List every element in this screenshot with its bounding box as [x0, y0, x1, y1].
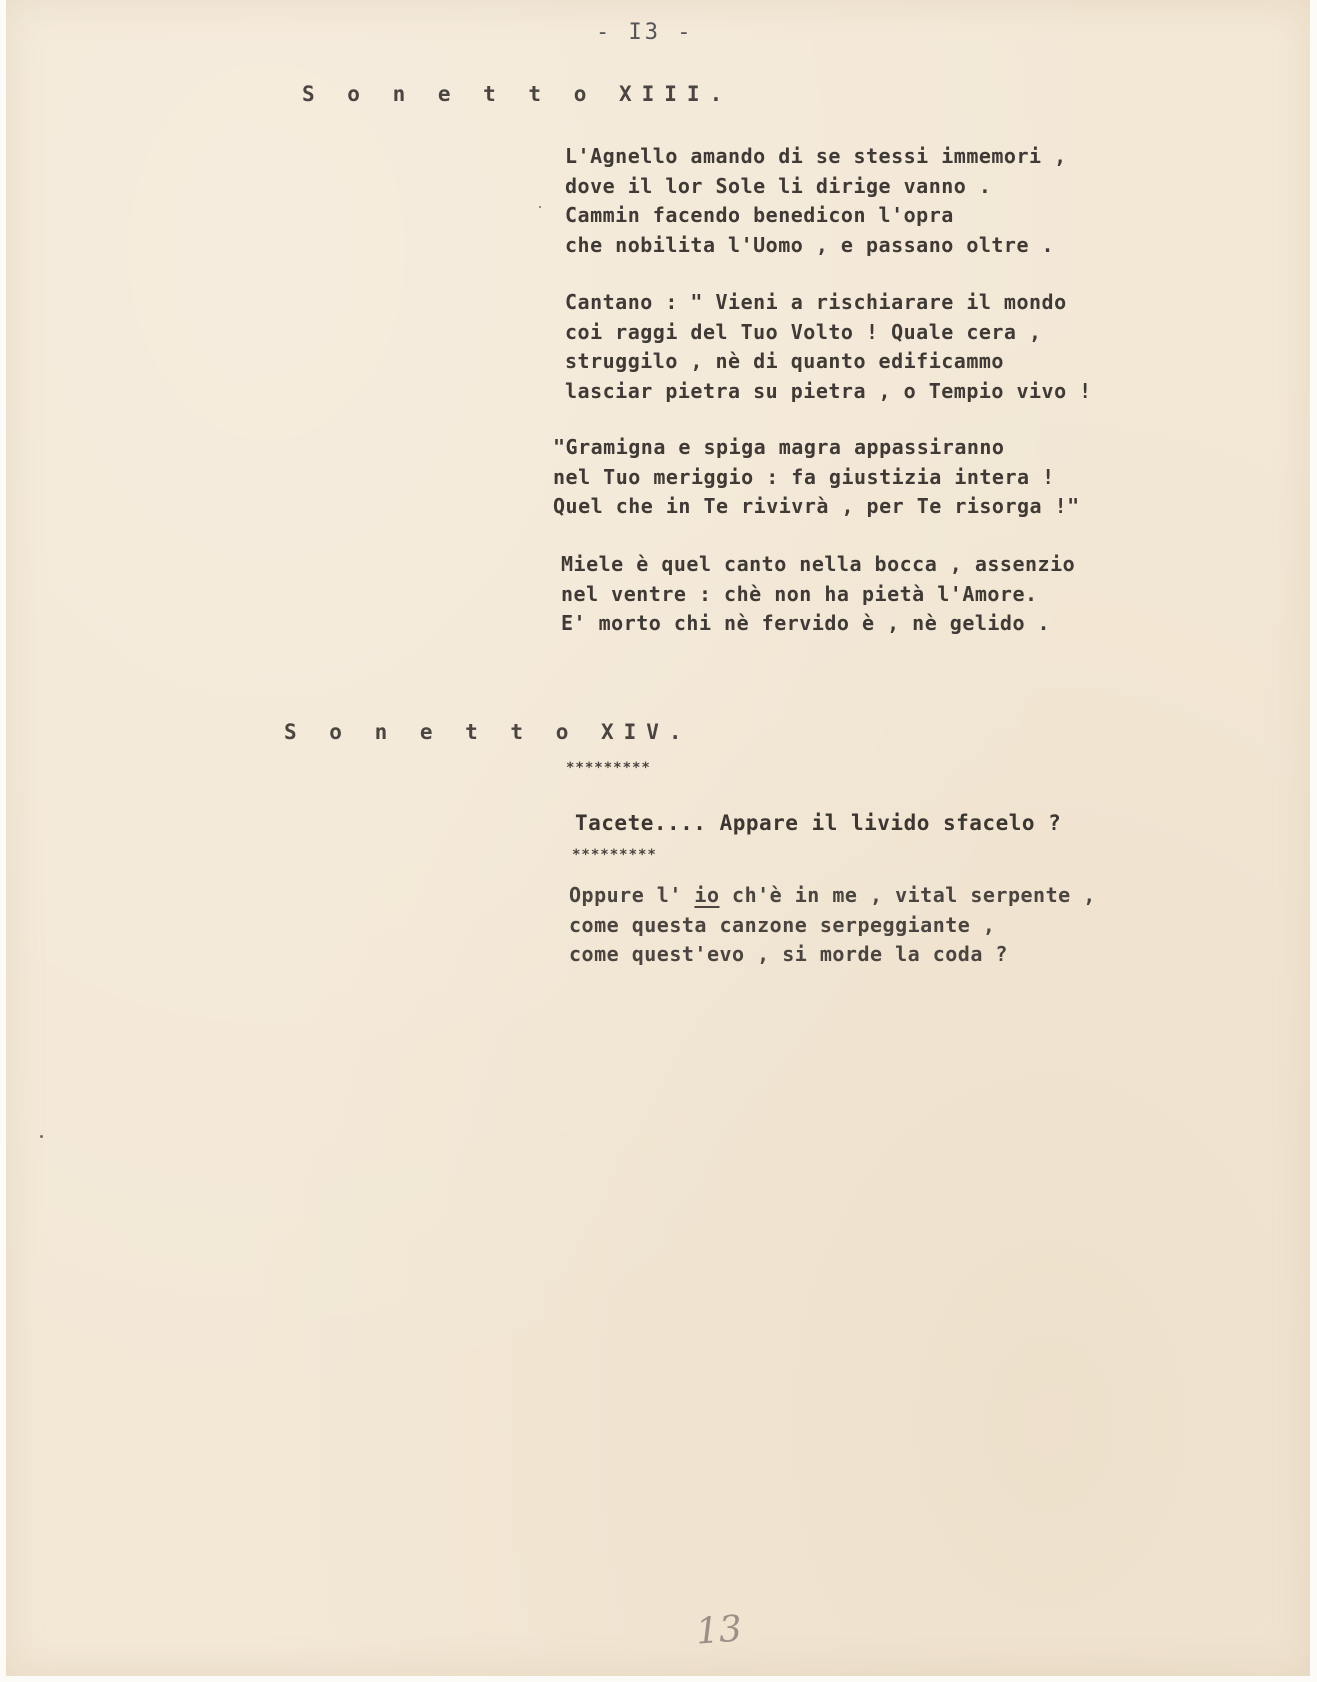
sonnet-13-stanza-4: Miele è quel canto nella bocca , assenzio nel ventre : chè non ha pietà l'Amore. E' morto chi nè fervido è , nè gelido .: [561, 552, 1076, 635]
paper-speck: [539, 206, 541, 208]
typewritten-page: [6, 0, 1310, 1676]
stanza-text-before: Oppure l': [569, 883, 695, 907]
page-number: - I3 -: [596, 20, 694, 45]
ellipsis-row-top: *********: [566, 760, 651, 776]
sonnet-14-stanza: [569, 881, 1096, 970]
sonnet-13-stanza-3: "Gramigna e spiga magra appassiranno nel Tuo meriggio : fa giustizia intera ! Quel che in Te rivivrà , per Te risorga !": [553, 435, 1080, 518]
underlined-word: io: [694, 883, 720, 907]
sonnet-13-heading: S o n e t t o XIII.: [302, 82, 733, 106]
paper-speck: [40, 1135, 43, 1138]
sonnet-14-heading: S o n e t t o XIV.: [284, 720, 692, 744]
stanza-text-after: ch'è in me , vital serpente , come questa canzone serpeggiante , come quest'evo , si morde la coda ?: [569, 883, 1096, 966]
sonnet-13-stanza-2: Cantano : " Vieni a rischiarare il mondo coi raggi del Tuo Volto ! Quale cera , struggilo , nè di quanto edificammo lasciar pietra su pietra , o Tempio vivo !: [565, 290, 1092, 403]
sonnet-13-stanza-1: L'Agnello amando di se stessi immemori , dove il lor Sole li dirige vanno . Cammin facendo benedicon l'opra che nobilita l'Uomo , e passano oltre .: [565, 144, 1067, 257]
sonnet-14-line-1: Tacete.... Appare il livido sfacelo ?: [575, 811, 1062, 835]
handwritten-page-number: 13: [694, 1608, 744, 1653]
ellipsis-row-bottom: *********: [572, 847, 657, 863]
